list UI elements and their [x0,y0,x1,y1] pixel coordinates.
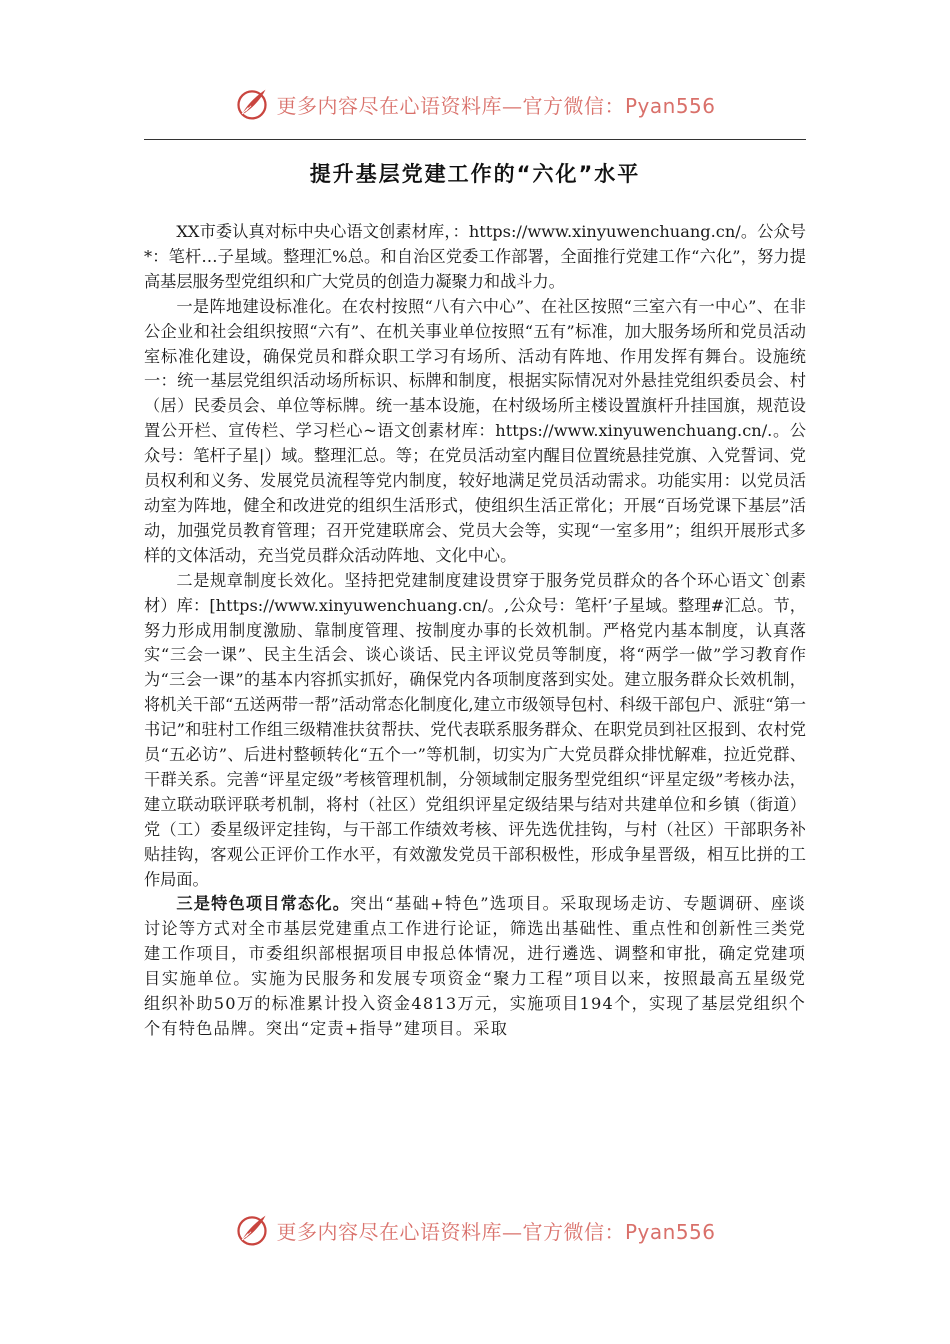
wechat-id: Pyan556 [624,1219,716,1244]
paragraph-1: 一是阵地建设标准化。在农村按照“八有六中心”、在社区按照“三室六有一中心”、在非公企业和社会组织按照“六有”、在机关事业单位按照“五有”标准，加大服务场所和党员活动室标准化建设，确保党员和群众职工学习有场所、活动有阵地、作用发挥有舞台。设施统一：统一基层党组织活动场所标识、标牌和制度，根据实际情况对外悬挂党组织委员会、村（居）民委员会、单位等标牌。统一基本设施，在村级场所主楼设置旗杆升挂国旗，规范设置公开栏、宣传栏、学习栏心~语文创素材库：https://www.xinyuwenchuang.cn/.。公众号：笔杆子星|）域。整理汇总。等；在党员活动室内醒目位置统悬挂党旗、入党誓词、党员权利和义务、发展党员流程等党内制度，较好地满足党员活动需求。功能实用：以党员活动室为阵地，健全和改进党的组织生活形式，使组织生活正常化；开展“百场党课下基层”活动，加强党员教育管理；召开党建联席会、党员大会等，实现“一室多用”；组织开展形式多样的文体活动，充当党员群众活动阵地、文化中心。 [144,296,806,565]
paragraph-3-heading: 三是特色项目常态化。 [176,894,351,914]
header-rule [144,139,806,140]
quill-logo-icon [234,86,270,122]
document-body [144,220,806,1042]
paragraph-intro: XX市委认真对标中央心语文创素材库，：https://www.xinyuwenchuang.cn/。公众号*：笔杆…子星域。整理汇%总。和自治区党委工作部署，全面推行党建工作“六化”，努力提高基层服务型党组织和广大党员的创造力凝聚力和战斗力。 [144,222,806,291]
watermark-banner-bottom [0,1210,950,1250]
quill-logo-icon [234,1212,270,1248]
banner-text: 更多内容尽在心语资料库—官方微信：Pyan556 [276,93,716,118]
wechat-id: Pyan556 [624,93,716,118]
banner-text: 更多内容尽在心语资料库—官方微信：Pyan556 [276,1219,716,1244]
watermark-banner-top [0,84,950,124]
paragraph-2: 二是规章制度长效化。坚持把党建制度建设贯穿于服务党员群众的各个环心语文`创素材）库：[https://www.xinyuwenchuang.cn/。,公众号：笔杆’子星域。整理#汇总。节，努力形成用制度激励、靠制度管理、按制度办事的长效机制。严格党内基本制度，认真落实“三会一课”、民主生活会、谈心谈话、民主评议党员等制度，将“两学一做”学习教育作为“三会一课”的基本内容抓实抓好，确保党内各项制度落到实处。建立服务群众长效机制，将机关干部“五送两带一帮”活动常态化制度化,建立市级领导包村、科级干部包户、派驻“第一书记”和驻村工作组三级精准扶贫帮扶、党代表联系服务群众、在职党员到社区报到、农村党员“五必访”、后进村整顿转化“五个一”等机制，切实为广大党员群众排忧解难，拉近党群、干群关系。完善“评星定级”考核管理机制，分领域制定服务型党组织“评星定级”考核办法，建立联动联评联考机制，将村（社区）党组织评星定级结果与结对共建单位和乡镇（街道）党（工）委星级评定挂钩，与干部工作绩效考核、评先选优挂钩，与村（社区）干部职务补贴挂钩，客观公正评价工作水平，有效激发党员干部积极性，形成争星晋级，相互比拼的工作局面。 [144,570,806,889]
page-title: 提升基层党建工作的“六化”水平 [309,162,641,186]
paragraph-3: 三是特色项目常态化。突出“基础+特色”选项目。采取现场走访、专题调研、座谈讨论等方式对全市基层党建重点工作进行论证，筛选出基础性、重点性和创新性三类党建工作项目，市委组织部根据项目申报总体情况，进行遴选、调整和审批，确定党建项目实施单位。实施为民服务和发展专项资金“聚力工程”项目以来，按照最高五星级党组织补助50万的标准累计投入资金4813万元，实施项目194个，实现了基层党组织个个有特色品牌。突出“定责+指导”建项目。采取 [144,894,807,1038]
